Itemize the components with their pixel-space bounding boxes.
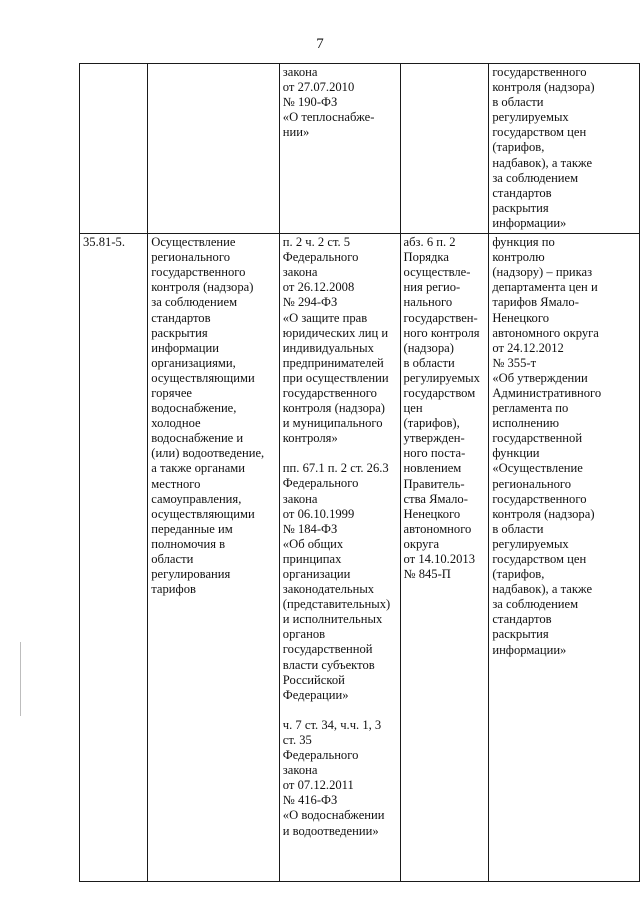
text-line: регулируемых	[492, 536, 569, 551]
row-number: 35.81-5.	[83, 235, 125, 250]
text-line: Административного	[492, 385, 602, 400]
text-line: юридических лиц и	[282, 325, 389, 340]
text-line: тарифов	[151, 582, 196, 597]
text-line: полномочия в	[151, 536, 226, 551]
text-line: «О теплоснабже-	[282, 110, 375, 125]
text-line: контроля (надзора)	[282, 401, 385, 416]
number-cell	[80, 64, 148, 234]
text-line: контроля»	[282, 431, 338, 446]
paragraph-gap	[283, 703, 397, 718]
text-line: Российской	[282, 672, 345, 687]
text-line: государствен-	[403, 310, 478, 325]
text-line: функция по	[492, 235, 555, 250]
text-line: ния регио-	[403, 280, 461, 295]
text-line: департамента цен и	[492, 280, 598, 295]
text-line: № 190-ФЗ	[282, 95, 338, 110]
text-line: (надзора)	[403, 340, 454, 355]
text-line: принципах	[282, 551, 342, 566]
text-line: автономного	[403, 521, 472, 536]
table-row	[80, 234, 640, 882]
legal-reference	[283, 461, 397, 703]
text-line: Ненецкого	[403, 506, 461, 521]
text-line: закона	[282, 265, 318, 280]
text-line: новлением	[403, 461, 462, 476]
text-line: государством цен	[492, 552, 587, 566]
text-line: Федерального	[282, 476, 359, 491]
name-cell	[148, 64, 280, 234]
text-line: округа	[403, 536, 440, 551]
text-line: законодательных	[282, 582, 375, 597]
text-line: информации»	[492, 215, 567, 230]
regulation-table	[79, 63, 640, 882]
text-line: нии»	[282, 125, 310, 140]
text-line: горячее	[151, 385, 193, 400]
text-line: Порядка	[403, 250, 449, 265]
text-line: государственного	[492, 65, 587, 79]
text-line: тарифов Ямало-	[492, 295, 579, 310]
text-line: а также органами	[151, 461, 246, 476]
text-line: регулируемых	[492, 110, 569, 125]
text-line: контролю	[492, 250, 545, 265]
text-line: холодное	[151, 416, 201, 431]
text-line: государственной	[492, 431, 583, 446]
text-line: информации»	[492, 642, 567, 657]
legal-basis-cell	[279, 64, 400, 234]
paragraph-gap	[283, 446, 397, 461]
text-line: осуществляющими	[151, 506, 255, 521]
text-line: регулируемых	[403, 370, 480, 385]
text-line: от 24.12.2012	[492, 340, 564, 355]
text-line: закона	[282, 491, 318, 506]
text-line: Федерального	[282, 250, 359, 265]
text-line: контроля (надзора)	[151, 280, 254, 295]
text-line: Ненецкого	[492, 310, 550, 325]
text-line: Федерального	[282, 748, 359, 763]
text-line: автономного округа	[492, 325, 599, 340]
text-line: самоуправления,	[151, 491, 242, 506]
text-line: абз. 6 п. 2	[403, 235, 456, 250]
text-line: регионального	[151, 250, 230, 265]
text-line: власти субъектов	[282, 657, 375, 672]
text-line: государством цен	[492, 125, 587, 140]
text-line: государством	[403, 385, 476, 400]
number-cell	[80, 234, 148, 882]
text-line: государственной	[282, 642, 373, 657]
text-line: в области	[492, 95, 544, 110]
text-line: государственного	[492, 491, 587, 506]
text-line: от 26.12.2008	[282, 280, 355, 295]
regional-act-cell	[400, 64, 489, 234]
text-line: и муниципального	[282, 416, 383, 431]
text-line: (тарифов),	[403, 416, 460, 431]
text-line: и исполнительных	[282, 612, 383, 627]
text-line: ного контроля	[403, 325, 480, 340]
text-line: «Осуществление	[492, 461, 583, 476]
text-line: от 06.10.1999	[282, 506, 355, 521]
text-line: регламента по	[492, 401, 569, 416]
text-line: организации	[282, 567, 351, 581]
text-line: № 184-ФЗ	[282, 521, 338, 536]
name-cell	[148, 234, 280, 882]
text-line: организациями,	[151, 355, 236, 370]
text-line: регионального	[492, 476, 572, 491]
text-line: органов	[282, 627, 326, 642]
text-line: в области	[403, 355, 455, 370]
text-line: индивидуальных	[282, 340, 374, 355]
page-number: 7	[316, 36, 324, 52]
text-line: (тарифов,	[492, 140, 545, 155]
text-line: контроля (надзора)	[492, 506, 595, 521]
text-line: ч. 7 ст. 34, ч.ч. 1, 3	[282, 717, 382, 732]
text-line: ства Ямало-	[403, 491, 468, 506]
text-line: п. 2 ч. 2 ст. 5	[282, 235, 351, 250]
text-line: за соблюдением	[492, 170, 579, 185]
text-line: нального	[403, 295, 453, 310]
legal-basis-cell	[279, 234, 400, 882]
text-line: осуществляющими	[151, 370, 255, 385]
text-line: «О защите прав	[282, 310, 368, 325]
regulation-cell	[489, 234, 640, 882]
text-line: № 294-ФЗ	[282, 295, 338, 310]
text-line: раскрытия	[151, 325, 208, 340]
text-line: надбавок), а также	[492, 155, 593, 170]
text-line: пп. 67.1 п. 2 ст. 26.3	[282, 461, 389, 476]
text-line: водоснабжение и	[151, 431, 244, 446]
scan-mark	[20, 642, 21, 716]
text-line: закона	[282, 65, 318, 79]
table-row	[80, 64, 640, 234]
text-line: Правитель-	[403, 476, 465, 491]
text-line: стандартов	[151, 310, 211, 325]
text-line: «О водоснабжении	[282, 808, 385, 823]
text-line: Осуществление	[151, 235, 236, 250]
text-line: переданные им	[151, 521, 233, 536]
text-line: предпринимателей	[282, 355, 384, 370]
text-line: № 416-ФЗ	[282, 793, 338, 808]
text-line: местного	[151, 476, 201, 491]
text-line: раскрытия	[492, 627, 549, 642]
regional-act-cell	[400, 234, 489, 882]
text-line: «Об общих	[282, 536, 344, 551]
text-line: утвержден-	[403, 431, 465, 446]
text-line: надбавок), а также	[492, 582, 593, 597]
text-line: (представительных)	[282, 597, 391, 612]
text-line: и водоотведении»	[282, 823, 379, 838]
text-line: государственного	[282, 385, 377, 400]
text-line: (тарифов,	[492, 567, 545, 582]
text-line: стандартов	[492, 185, 552, 200]
text-line: в области	[492, 521, 544, 536]
text-line: осуществле-	[403, 265, 471, 280]
text-line: «Об утверждении	[492, 370, 588, 385]
regulation-cell	[489, 64, 640, 234]
text-line: информации	[151, 340, 219, 355]
text-line: (или) водоотведение,	[151, 446, 265, 461]
text-line: цен	[403, 401, 423, 416]
text-line: от 14.10.2013	[403, 552, 476, 566]
text-line: государственного	[151, 265, 246, 280]
legal-reference	[283, 718, 397, 839]
text-line: от 27.07.2010	[282, 80, 355, 95]
text-line: ст. 35	[282, 732, 312, 747]
text-line: при осуществлении	[282, 370, 389, 385]
text-line: за соблюдением	[492, 597, 579, 612]
text-line: стандартов	[492, 612, 552, 627]
text-line: водоснабжение,	[151, 401, 237, 416]
text-line: области	[151, 552, 194, 566]
text-line: исполнению	[492, 416, 560, 431]
text-line: регулирования	[151, 567, 231, 582]
text-line: раскрытия	[492, 200, 549, 215]
legal-reference	[283, 235, 397, 446]
text-line: № 355-т	[492, 355, 537, 370]
text-line: (надзору) – приказ	[492, 265, 593, 280]
text-line: контроля (надзора)	[492, 80, 595, 95]
text-line: за соблюдением	[151, 295, 238, 310]
text-line: № 845-П	[403, 567, 451, 582]
text-line: ного поста-	[403, 446, 466, 461]
text-line: функции	[492, 446, 540, 461]
text-line: от 07.12.2011	[282, 778, 354, 793]
text-line: Федерации»	[282, 687, 349, 702]
text-line: закона	[282, 763, 318, 778]
